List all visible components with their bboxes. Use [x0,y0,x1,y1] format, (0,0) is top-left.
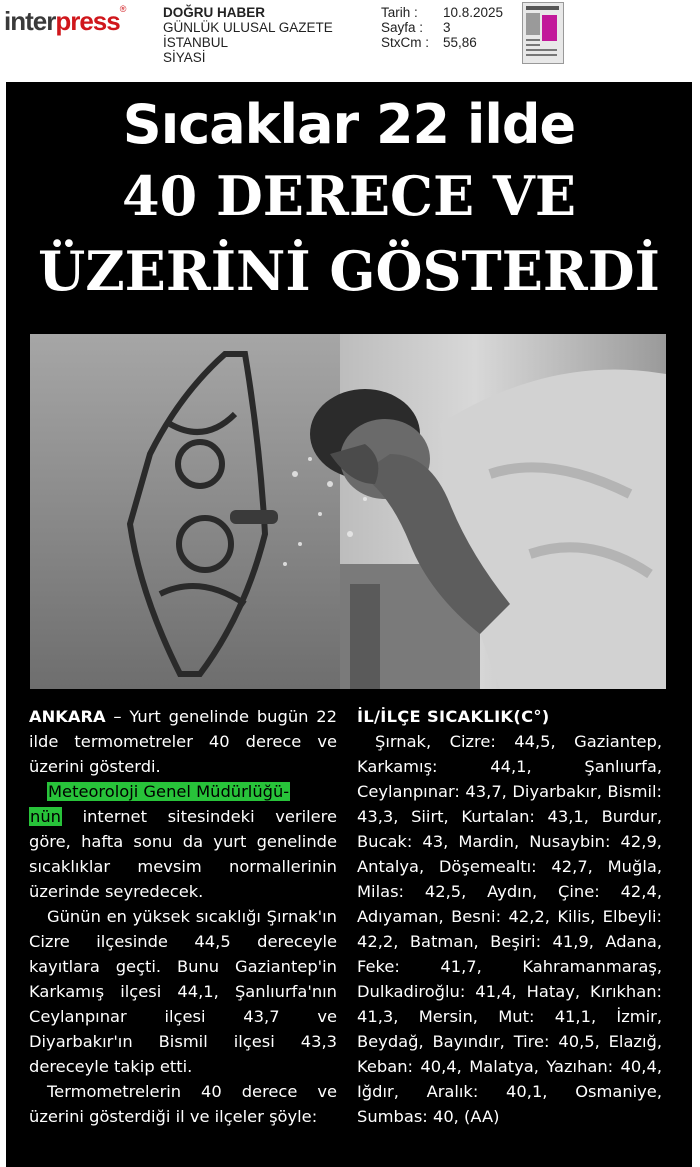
publication-frequency: GÜNLÜK ULUSAL GAZETE [163,20,333,35]
stxcm-label: StxCm : [381,35,430,50]
highlighted-term-suffix: nün [30,807,61,826]
page-label: Sayfa : [381,20,424,35]
logo-text-accent: press [55,6,120,36]
lead-text: – Yurt genelinde bugün 22 ilde termometreler 40 derece ve üzerini gösterdi. [29,707,337,776]
highlighted-term: Meteoroloji Genel Müdürlüğü- [48,782,290,801]
article-column-left [29,704,337,1129]
publication-section: SİYASİ [163,50,206,65]
paragraph-3: Günün en yüksek sıcaklığı Şırnak'ın Cizre ilçesinde 44,5 dereceyle kayıtlara geçti. Bunu Gaziantep'in Karkamış ilçesi 44,1, Şanlıurfa'nın Ceylanpınar ilçesi 43,7 ve Diyarbakır'ın Bismil ilçesi 43,3 dereceyle takip etti. [29,907,337,1076]
article-column-right [357,704,662,1129]
paragraph-2-text: internet sitesindeki verilere göre, hafta sonu da yurt genelinde sıcaklıklar mevsim normallerinin üzerinde seyredecek. [29,807,337,901]
lead-paragraph [29,704,337,779]
date-label: Tarih : [381,5,418,20]
publication-city: İSTANBUL [163,35,229,50]
headline-line-2: 40 DERECE VE [122,164,576,228]
headline-line-1: Sıcaklar 22 ilde [122,93,576,156]
article-headline [6,92,692,308]
logo-registered-mark: ® [119,4,127,14]
headline-line-3: ÜZERİNİ GÖSTERDİ [38,239,660,303]
stxcm-value: 55,86 [443,35,477,50]
paragraph-4: Termometrelerin 40 derece ve üzerini gösterdiği il ve ilçeler şöyle: [29,1082,337,1126]
page-value: 3 [443,20,451,35]
logo-text: inter [4,6,56,36]
paragraph-2 [29,779,337,904]
temperature-table-title: İL/İLÇE SICAKLIK(C°) [357,707,550,726]
publication-name: DOĞRU HABER [163,5,266,20]
publication-info [163,5,333,65]
clipping-meta [381,5,503,50]
page-thumbnail[interactable] [522,2,564,64]
temperature-table-body: Şırnak, Cizre: 44,5, Gaziantep, Karkamış: 44,1, Şanlıurfa, Ceylanpınar: 43,7, Diyarbakır, Bismil: 43,3, Siirt, Kurtalan: 43,1, Burdur, Bucak: 43, Mardin, Nusaybin: 42,9, Antalya, Döşemealtı: 42,7, Muğla, Milas: 42,5, Aydın, Çine: 42,4, Adıyaman, Besni: 42,2, Kilis, Elbeyli: 42,2, Batman, Beşiri: 41,9, Adana, Feke: 41,7, Kahramanmaraş, Dulkadiroğlu: 41,4, Hatay, Kırıkhan: 41,3, Mersin, Mut: 41,1, İzmir, Beydağ, Bayındır, Tire: 40,5, Elazığ, Keban: 40,4, Malatya, Yazıhan: 40,4, Iğdır, Aralık: 40,1, Osmaniye, Sumbas: 40, (AA) [357,732,662,1126]
date-value: 10.8.2025 [443,5,504,20]
lead-city: ANKARA [29,707,106,726]
article-clipping [6,82,692,1167]
article-photo [30,334,666,689]
interpress-logo [4,6,126,36]
